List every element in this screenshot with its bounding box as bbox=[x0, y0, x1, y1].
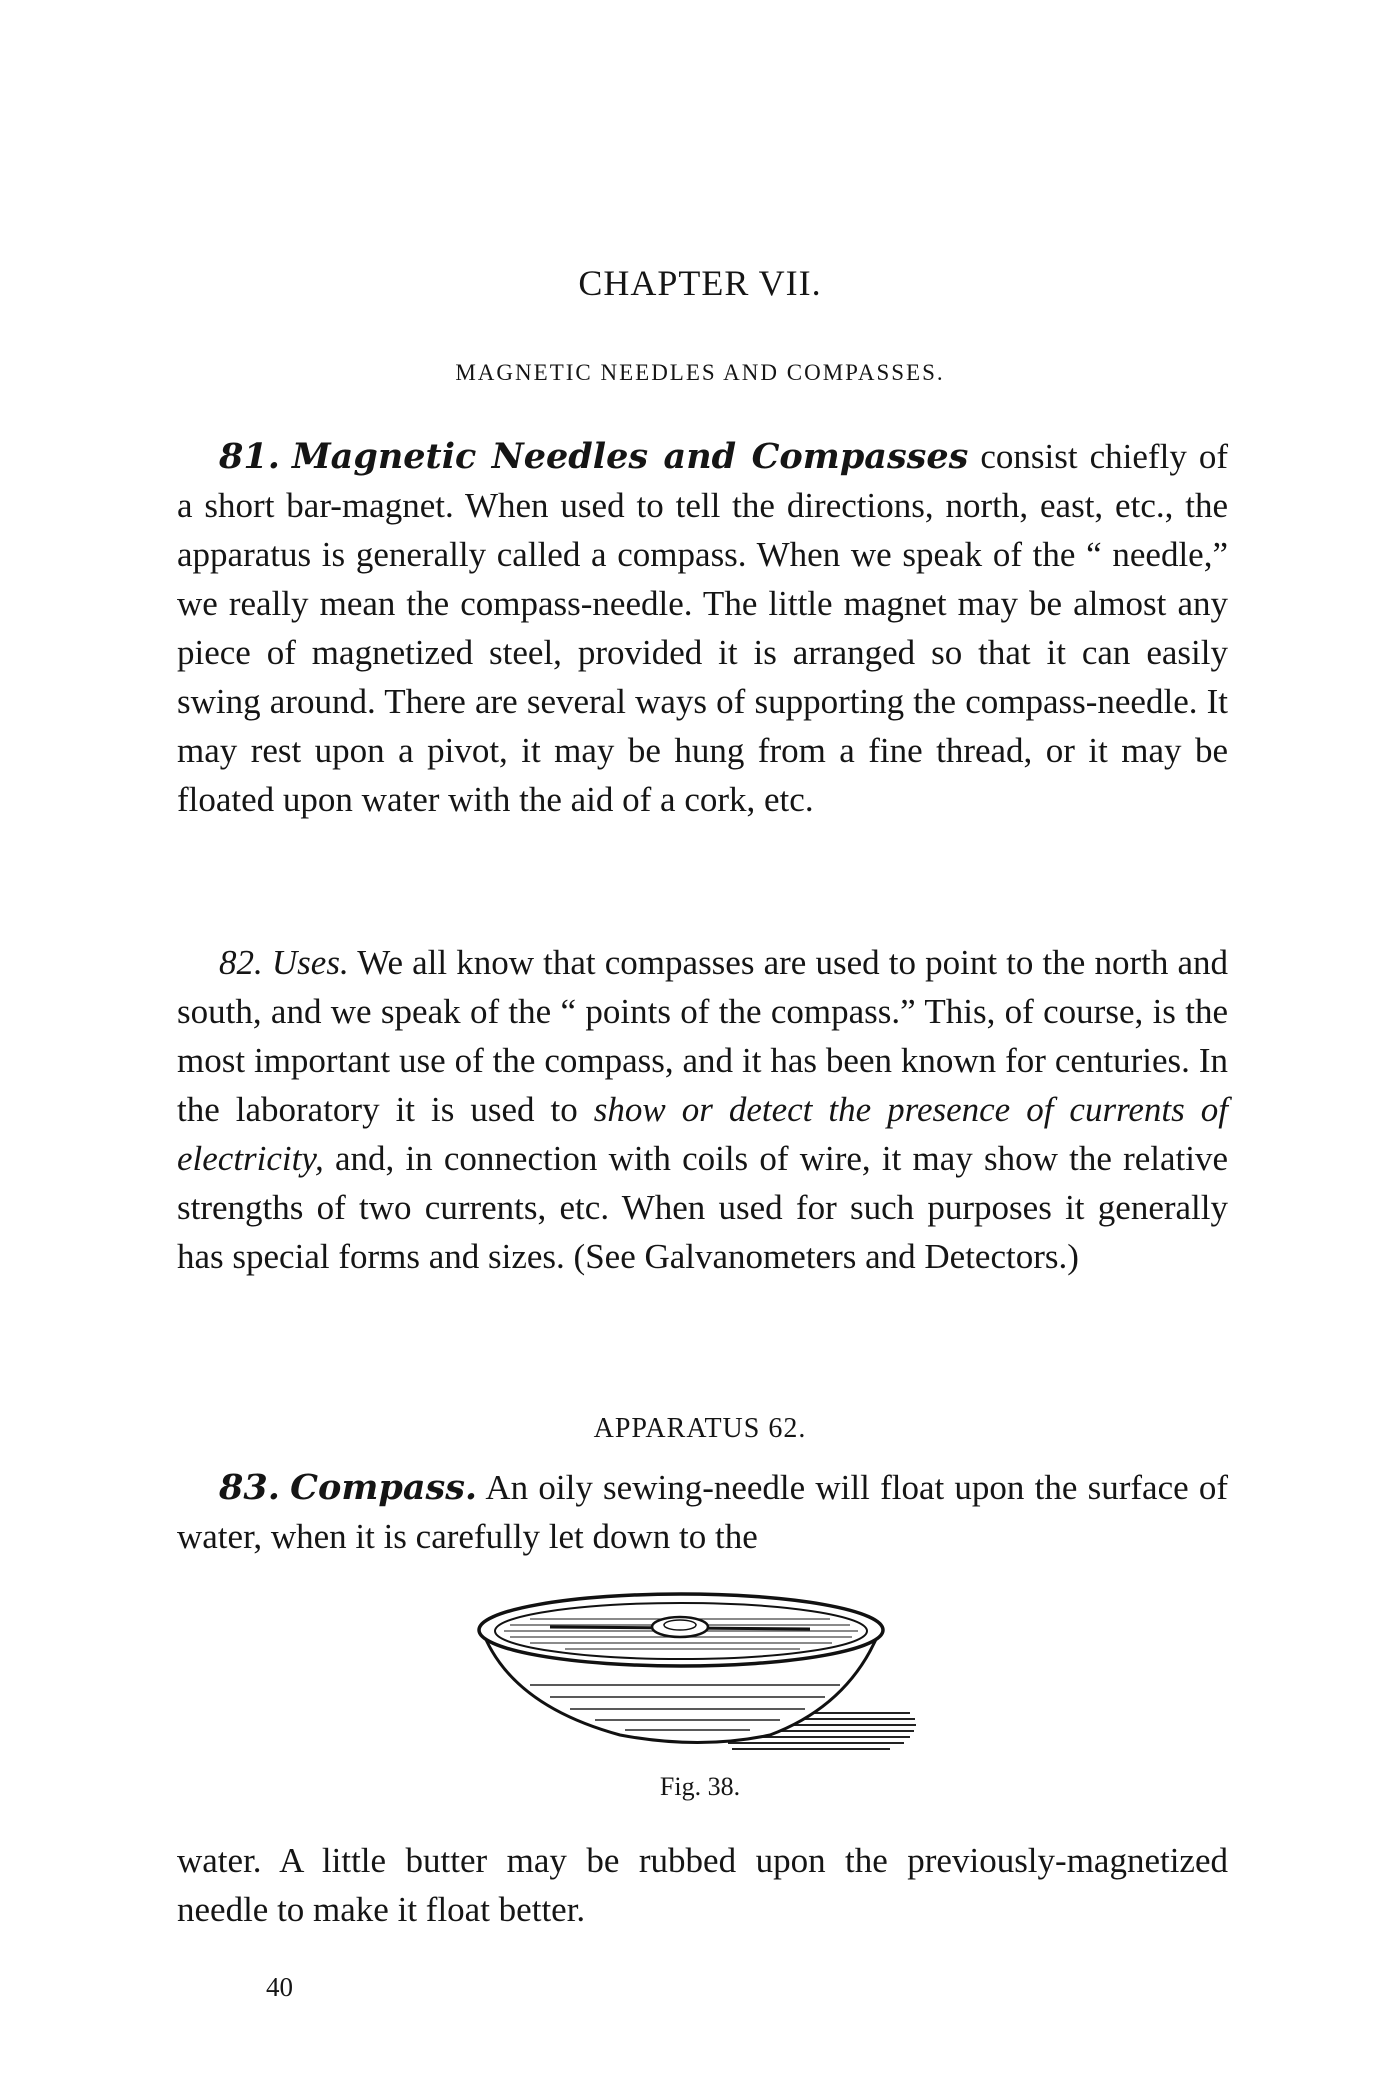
figure-38-floating-needle-bowl bbox=[470, 1585, 930, 1755]
section-81-heading: Magnetic Needles and Compasses bbox=[291, 436, 969, 477]
section-83-continuation: water. A little butter may be rubbed upon the previously-magnetized needle to make it float better. bbox=[177, 1841, 1228, 1929]
section-83-number: 83. bbox=[219, 1467, 280, 1508]
section-82-number: 82. bbox=[219, 943, 263, 982]
section-83-heading: Compass. bbox=[290, 1467, 478, 1508]
section-83-text: An oily sewing-needle will float upon the surface of water, when it is carefully let down to the bbox=[177, 1468, 1229, 1556]
section-82-text-after: and, in connection with coils of wire, it may show the relative strengths of two currents, etc. When used for such purposes it generally has special forms and sizes. (See Galvanometers and Detectors.) bbox=[177, 1139, 1229, 1276]
section-83-paragraph bbox=[177, 1463, 1228, 1561]
chapter-subtitle: MAGNETIC NEEDLES AND COMPASSES. bbox=[455, 360, 945, 385]
apparatus-label: APPARATUS 62. bbox=[593, 1413, 807, 1444]
section-81-paragraph bbox=[177, 432, 1228, 824]
section-82-paragraph bbox=[177, 938, 1228, 1281]
section-82-text-before: We all know that compasses are used to point to the north and south, and we speak of the “ points of the compass.” This, of course, is the most important use of the compass, and it has been known for centuries. In the laboratory it is used to bbox=[177, 943, 1229, 1129]
chapter-title: CHAPTER VII. bbox=[578, 263, 822, 303]
page-number: 40 bbox=[266, 1972, 293, 2002]
figure-caption: Fig. 38. bbox=[659, 1772, 741, 1801]
section-82-heading: Uses. bbox=[271, 943, 349, 982]
section-82-emphasis: show or detect the presence of currents of electricity, bbox=[177, 1090, 1228, 1178]
section-81-number: 81. bbox=[219, 436, 280, 477]
section-81-text: consist chiefly of a short bar-magnet. When used to tell the directions, north, east, etc., the apparatus is generally called a compass. When we speak of the “ needle,” we really mean the compass-needle. The little magnet may be almost any piece of magnetized steel, provided it is arranged so that it can easily swing around. There are several ways of supporting the compass-needle. It may rest upon a pivot, it may be hung from a fine thread, or it may be floated upon water with the aid of a cork, etc. bbox=[177, 437, 1229, 819]
